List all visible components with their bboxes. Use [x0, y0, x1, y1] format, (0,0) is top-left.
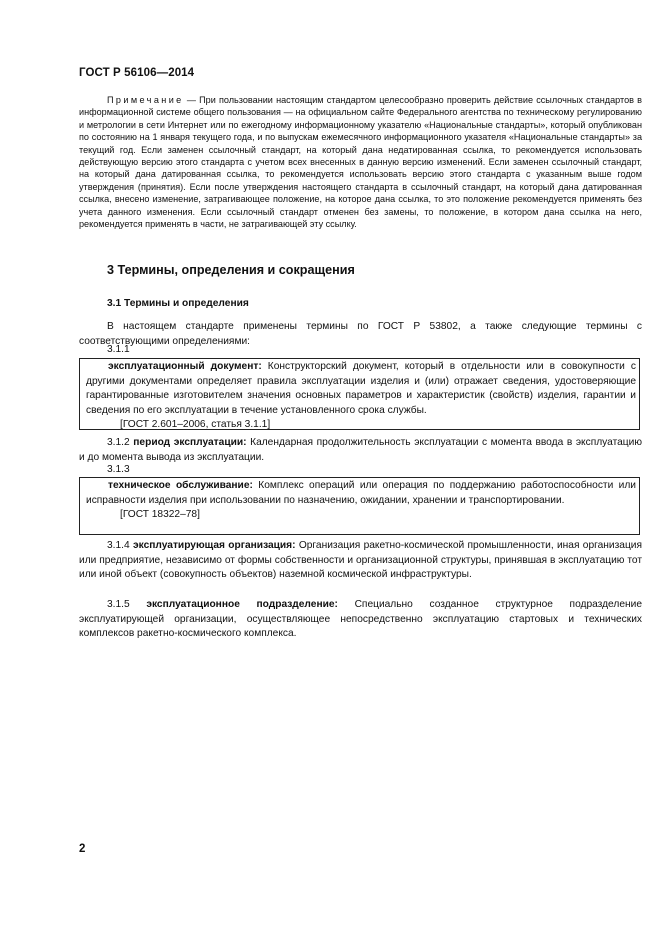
term-definition-text: Комплекс операций или операция по поддержанию работоспособности или исправности изделия при использовании по назначению, ожидании, хранении и транспортировании. — [86, 480, 636, 506]
term-definition — [86, 479, 636, 508]
term-source: [ГОСТ 18322–78] — [120, 509, 200, 521]
term-definition-text: Специально созданное структурное подразделение эксплуатирующей организации, осуществляющее непосредственно эксплуатацию стартовых и технических комплексов ракетно-космического комплекса. — [79, 599, 642, 640]
term-paragraph — [79, 436, 642, 465]
term-definition-text: Конструкторский документ, который в отдельности или в совокупности с другими документами определяет правила эксплуатации изделия и (или) отражает сведения, удостоверяющие гарантированные изготовителем значения основных параметров и характеристик (свойств) изделия, гарантии и сведения по его эксплуатации в течение установленного срока службы. — [86, 361, 636, 416]
term-definition-text: Организация ракетно-космической промышленности, иная организация или предприятие, независимо от формы собственности и организационной структуры, принявшая в эксплуатацию тот или иной объект (совокупность объектов) наземной космической инфраструктуры. — [79, 540, 642, 581]
term-number: 3.1.2 — [107, 437, 130, 448]
term-paragraph — [79, 539, 642, 583]
section-title: 3 Термины, определения и сокращения — [107, 263, 355, 277]
term-definition-text: Календарная продолжительность эксплуатации с момента ввода в эксплуатацию и до момента вывода из эксплуатации. — [79, 437, 642, 463]
term-name: эксплуатационный документ: — [108, 361, 262, 372]
intro-paragraph: В настоящем стандарте применены термины по ГОСТ Р 53802, а также следующие термины с соответствующими определениями: — [79, 321, 642, 347]
term-definition — [86, 360, 636, 418]
term-definition-box — [79, 477, 640, 535]
term-name: эксплуатирующая организация: — [133, 540, 296, 551]
note-text: — При пользовании настоящим стандартом целесообразно проверить действие ссылочных стандартов в информационной системе общего пользования — на официальном сайте Федерального агентства по техническому регулированию и метрологии в сети Интернет или по ежегодному информационному указателю «Национальные стандарты», который опубликован по состоянию на 1 января текущего года, и по выпускам ежемесячного информационного указателя «Национальные стандарты» за текущий год. Если заменен ссылочный стандарт, на который дана недатированная ссылка, то рекомендуется использовать действующую версию этого стандарта с учетом всех внесенных в данную версию изменений. Если заменен ссылочный стандарт, на который дана датированная ссылка, то рекомендуется использовать версию этого стандарта с указанным выше годом утверждения (принятия). Если после утверждения настоящего стандарта в ссылочный стандарт, на который дана датированная ссылка, внесено изменение, затрагивающее положение, на которое дана ссылка, то это положение рекомендуется применять без учета данного изменения. Если ссылочный стандарт отменен без замены, то положение, в котором дана ссылка на него, рекомендуется применять в части, не затрагивающей эту ссылку. — [79, 95, 642, 230]
term-name: период эксплуатации: — [133, 437, 247, 448]
term-name: эксплуатационное подразделение: — [146, 599, 338, 610]
term-number: 3.1.1 — [107, 344, 130, 355]
term-name: техническое обслуживание: — [108, 480, 253, 491]
term-number: 3.1.5 — [107, 599, 130, 610]
note-paragraph — [79, 94, 642, 230]
subsection-title: 3.1 Термины и определения — [107, 298, 249, 309]
page-number: 2 — [79, 843, 86, 855]
term-number: 3.1.3 — [107, 464, 130, 475]
standard-header: ГОСТ Р 56106—2014 — [79, 67, 195, 79]
term-paragraph — [79, 598, 642, 642]
term-definition-box — [79, 358, 640, 430]
term-number: 3.1.4 — [107, 540, 130, 551]
term-source: [ГОСТ 2.601–2006, статья 3.1.1] — [120, 419, 271, 431]
note-label: Примечание — [107, 95, 184, 105]
